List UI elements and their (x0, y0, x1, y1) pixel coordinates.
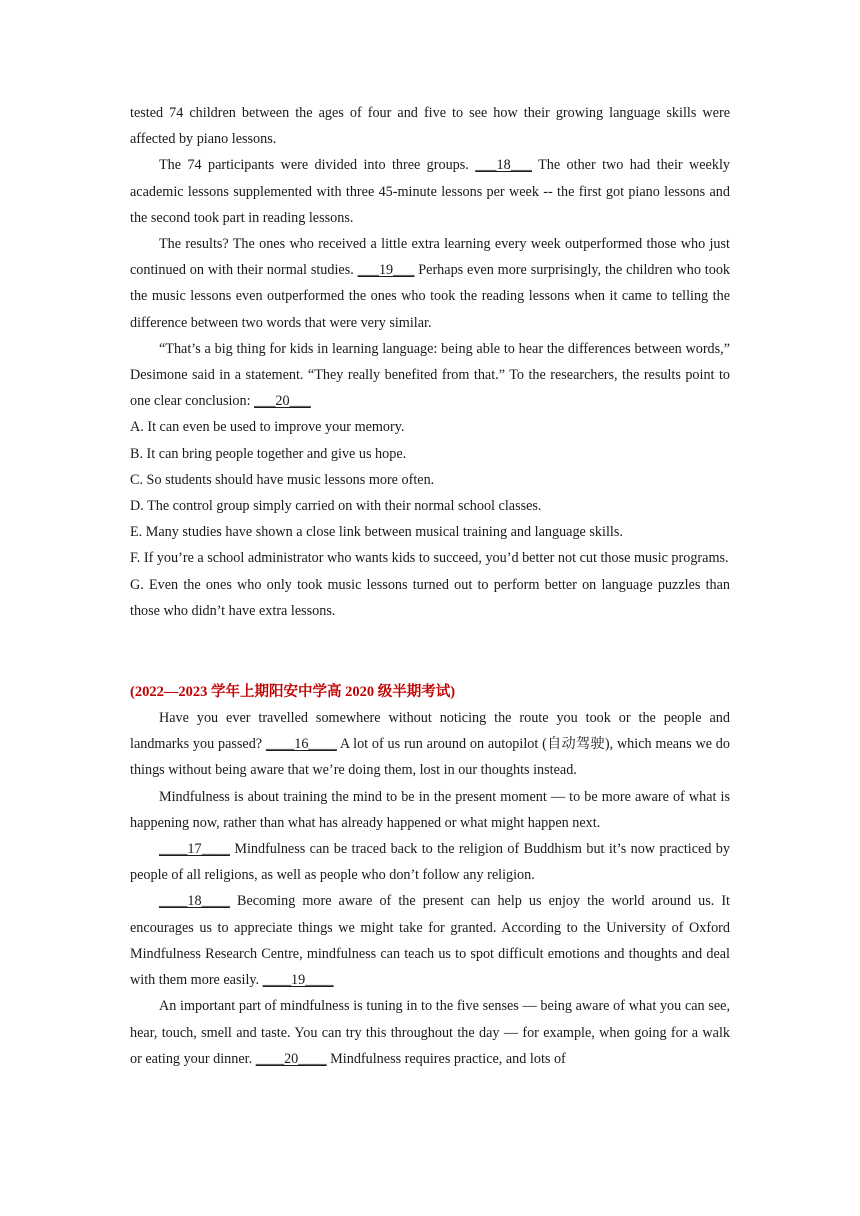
paragraph (130, 705, 730, 784)
paragraph: Mindfulness is about training the mind to be in the present moment — to be more aware of what is happening now, rather than what has already happened or what might happen next. (130, 788, 730, 831)
answer-blank-18: ___18___ (475, 157, 532, 174)
paragraph-text: Mindfulness can be traced back to the religion of Buddhism but it’s now practiced by people of all religions, as well as people who don’t follow any religion. (130, 841, 730, 884)
option-g: G. Even the ones who only took music lessons turned out to perform better on language puzzles than those who didn’t have extra lessons. (130, 576, 730, 619)
answer-blank-19: ___19___ (357, 262, 415, 279)
paragraph-text: The results? The ones who received a little extra learning every week outperformed those who just continued on with their normal studies. (130, 236, 730, 279)
option-b: B. It can bring people together and give us hope. (130, 445, 407, 462)
option-d: D. The control group simply carried on with their normal school classes. (130, 498, 542, 515)
answer-blank-20: ____20____ (255, 1050, 327, 1067)
paragraph-text: A lot of us run around on autopilot (自动驾驶), which means we do things without being aware that we’re doing them, lost in our thoughts instead. (130, 736, 730, 779)
paragraph-text: An important part of mindfulness is tuning in to the five senses — being aware of what you can see, hear, touch, smell and taste. You can try this throughout the day — for example, when going for a walk or eating your dinner. (130, 998, 730, 1067)
passage-section (130, 705, 730, 1072)
section-heading: (2022—2023 学年上期阳安中学高 2020 级半期考试) (130, 684, 456, 701)
paragraph-text: The 74 participants were divided into three groups. (159, 157, 476, 174)
paragraph (130, 836, 730, 888)
option-a: A. It can even be used to improve your memory. (130, 419, 405, 436)
answer-blank-19: ____19____ (262, 972, 334, 989)
paragraph (130, 152, 730, 231)
paragraph: tested 74 children between the ages of four and five to see how their growing language skills were affected by piano lessons. (130, 105, 730, 148)
answer-blank-20: ___20___ (254, 393, 311, 410)
paragraph (130, 336, 730, 415)
answer-blank-17: ____17____ (159, 841, 230, 858)
paragraph-text: “That’s a big thing for kids in learning language: being able to hear the differences between words,” Desimone said in a statement. “They really benefited from that.” To the researchers, the results point to one clear conclusion: (130, 340, 730, 410)
option-f: F. If you’re a school administrator who wants kids to succeed, you’d better not cut those music programs. (130, 550, 729, 567)
paragraph-text: Perhaps even more surprisingly, the children who took the music lessons even outperformed the ones who took the reading lessons when it came to telling the difference between two words that were very similar. (130, 262, 731, 331)
paragraph (130, 231, 730, 336)
paragraph-text: Have you ever travelled somewhere without noticing the route you took or the people and landmarks you passed? (130, 710, 730, 753)
paragraph (130, 993, 730, 1072)
paragraph (130, 888, 730, 993)
option-c: C. So students should have music lessons more often. (130, 471, 435, 488)
answer-blank-18: ____18____ (159, 893, 230, 910)
document-page (130, 100, 730, 1072)
paragraph-text: Becoming more aware of the present can help us enjoy the world around us. It encourages us to appreciate things we might take for granted. According to the University of Oxford Mindfulness Research Centre, mindfulness can teach us to spot difficult emotions and thoughts and deal with them more easily. (130, 893, 730, 989)
answer-blank-16: ____16____ (265, 736, 337, 753)
paragraph-text: Mindfulness requires practice, and lots of (326, 1050, 566, 1067)
option-e: E. Many studies have shown a close link between musical training and language skills. (130, 524, 623, 541)
paragraph-text: The other two had their weekly academic lessons supplemented with three 45-minute lessons per week -- the first got piano lessons and the second took part in reading lessons. (130, 157, 730, 226)
